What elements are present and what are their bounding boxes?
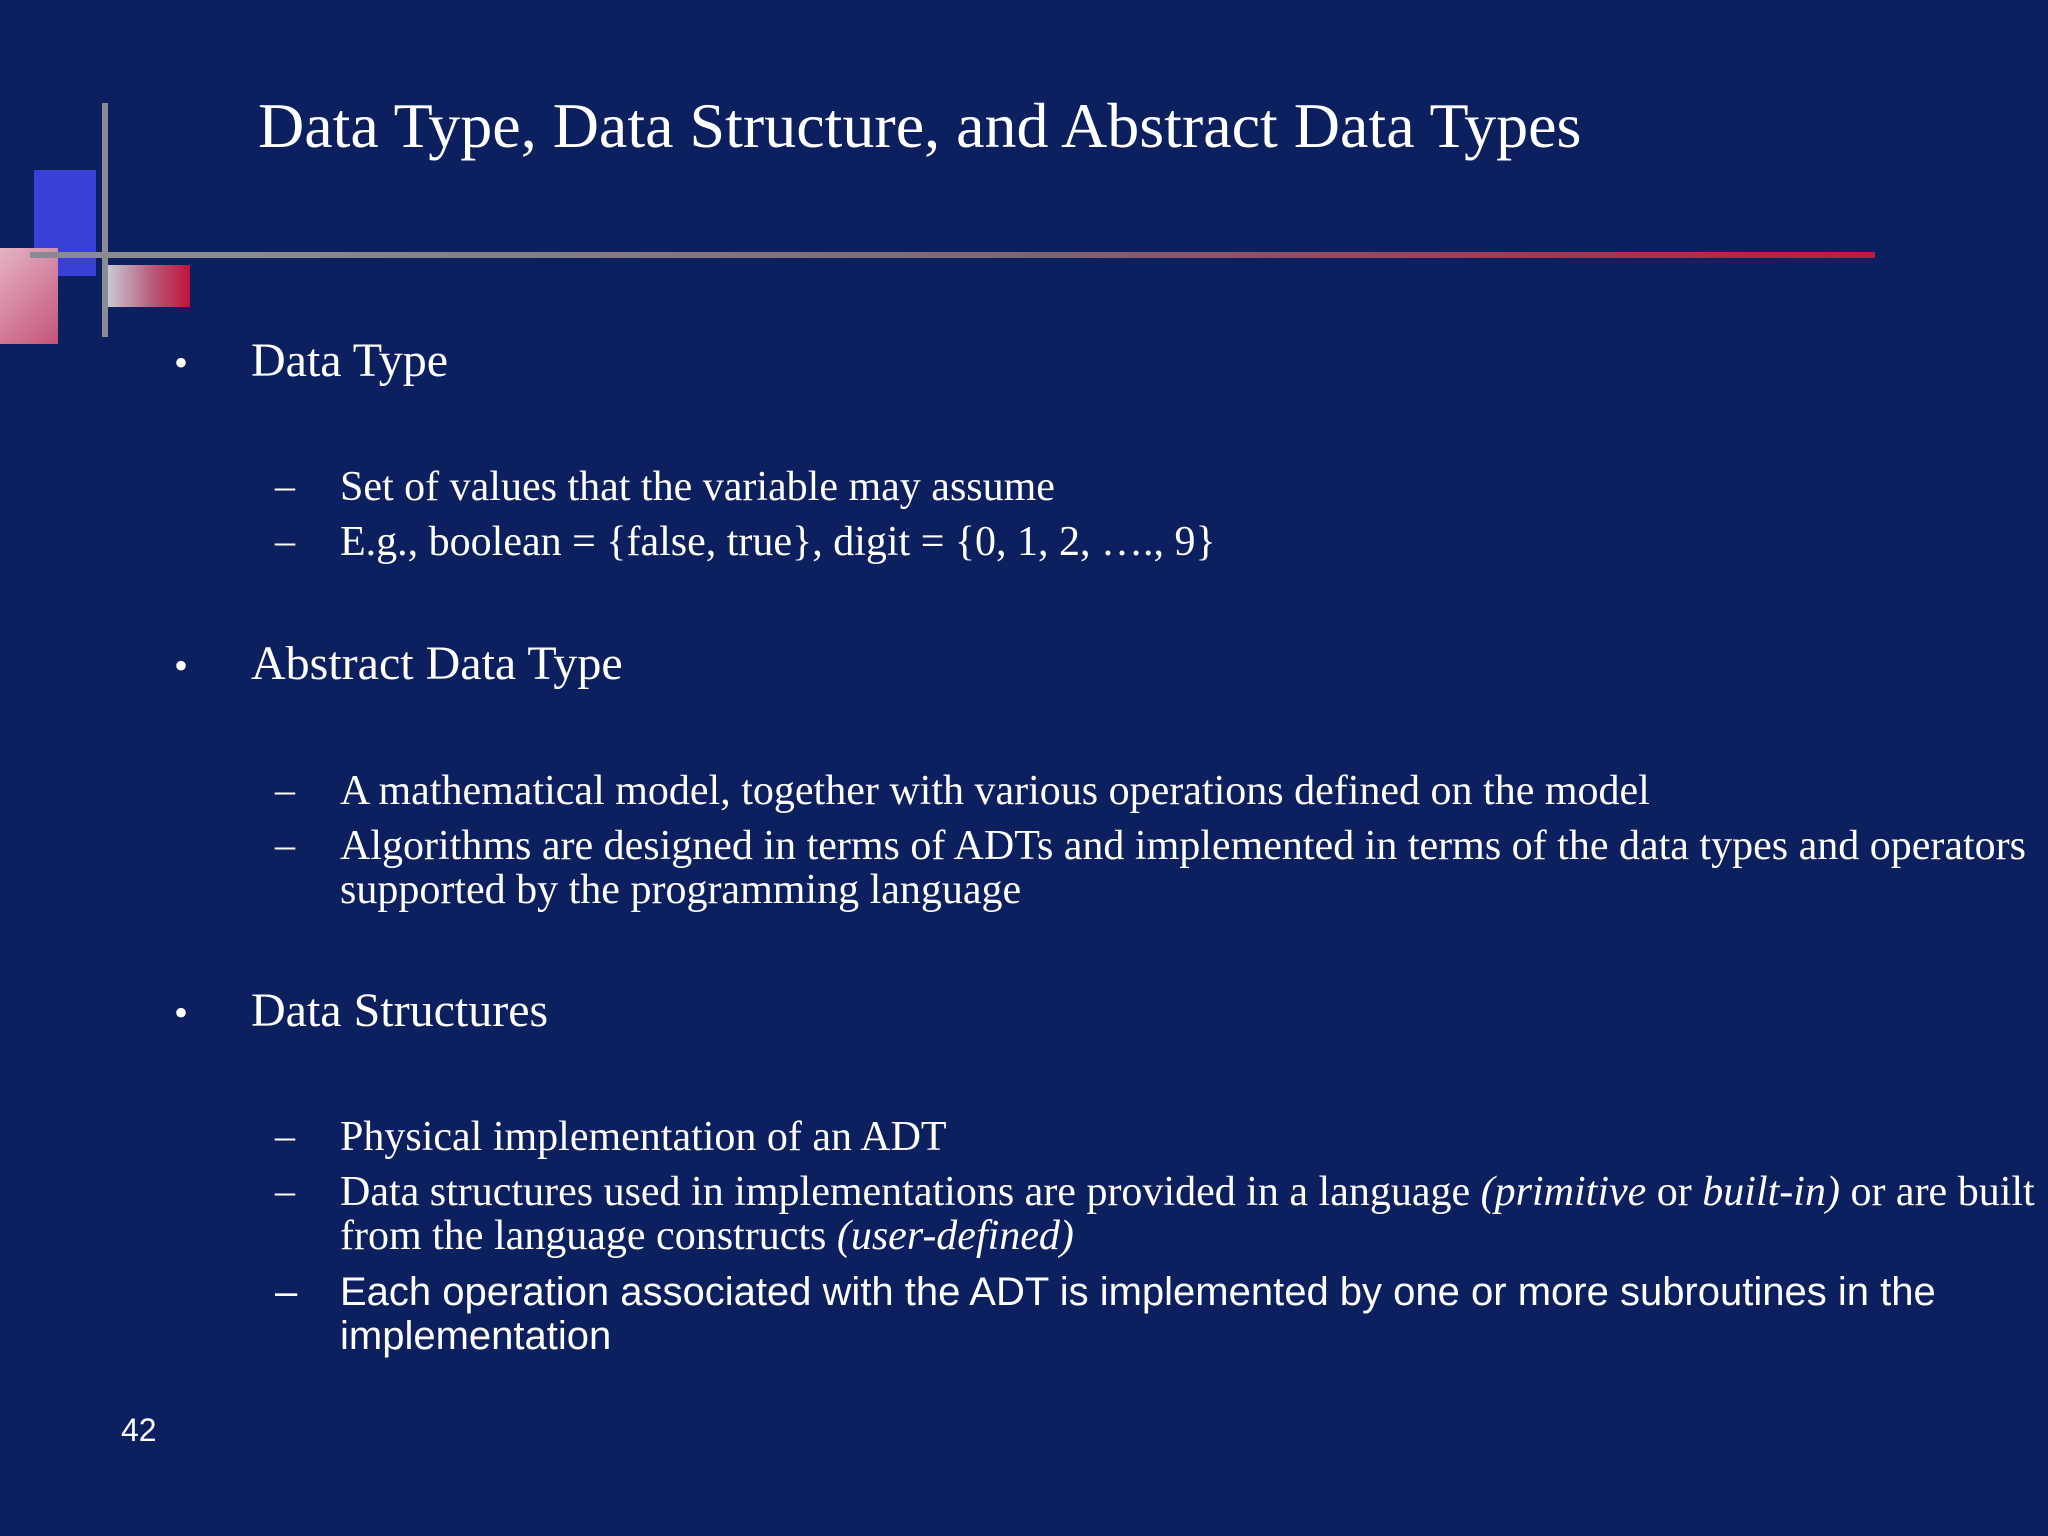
dash-icon: –: [275, 518, 295, 563]
sub-item-italic: (user-defined): [836, 1213, 1074, 1259]
sub-item: Each operation associated with the ADT is implemented by one or more subroutines in the implementation: [340, 1270, 1936, 1358]
dash-icon: –: [275, 1270, 298, 1314]
sub-item: Algorithms are designed in terms of ADTs and implemented in terms of the data types and operators supported by the programming language: [340, 823, 2026, 913]
corner-gradient-bar: [108, 265, 190, 307]
dash-icon: –: [275, 1113, 295, 1158]
sub-item-italic: (primitive: [1480, 1169, 1647, 1215]
dash-icon: –: [275, 1168, 295, 1213]
sub-item-text: or are built from the language constructs: [340, 1169, 2035, 1259]
corner-pink-square: [0, 248, 58, 344]
bullet-heading-data-structures: Data Structures: [251, 984, 549, 1037]
bullet-icon: •: [174, 340, 189, 385]
dash-icon: –: [275, 767, 295, 812]
sub-item: Physical implementation of an ADT: [340, 1114, 947, 1160]
bullet-icon: •: [174, 990, 189, 1035]
bullet-icon: •: [174, 643, 189, 688]
page-number: 42: [121, 1412, 157, 1448]
dash-icon: –: [275, 822, 295, 867]
sub-item: A mathematical model, together with various operations defined on the model: [340, 768, 1650, 814]
dash-icon: –: [275, 463, 295, 508]
title-underline-rule: [30, 252, 1875, 258]
sub-item: E.g., boolean = {false, true}, digit = {0, 1, 2, …., 9}: [340, 519, 1216, 565]
sub-item-text: Data structures used in implementations are provided in a language: [340, 1169, 1481, 1215]
slide-title: Data Type, Data Structure, and Abstract Data Types: [258, 90, 1582, 161]
sub-item-italic: built-in): [1702, 1169, 1840, 1215]
sub-item-text: or: [1646, 1169, 1703, 1215]
bullet-heading-data-type: Data Type: [251, 334, 449, 387]
vertical-rule: [102, 103, 108, 337]
sub-item-mixed: [340, 1170, 2040, 1258]
sub-item: Set of values that the variable may assume: [340, 464, 1055, 510]
bullet-heading-abstract-data-type: Abstract Data Type: [251, 637, 623, 690]
